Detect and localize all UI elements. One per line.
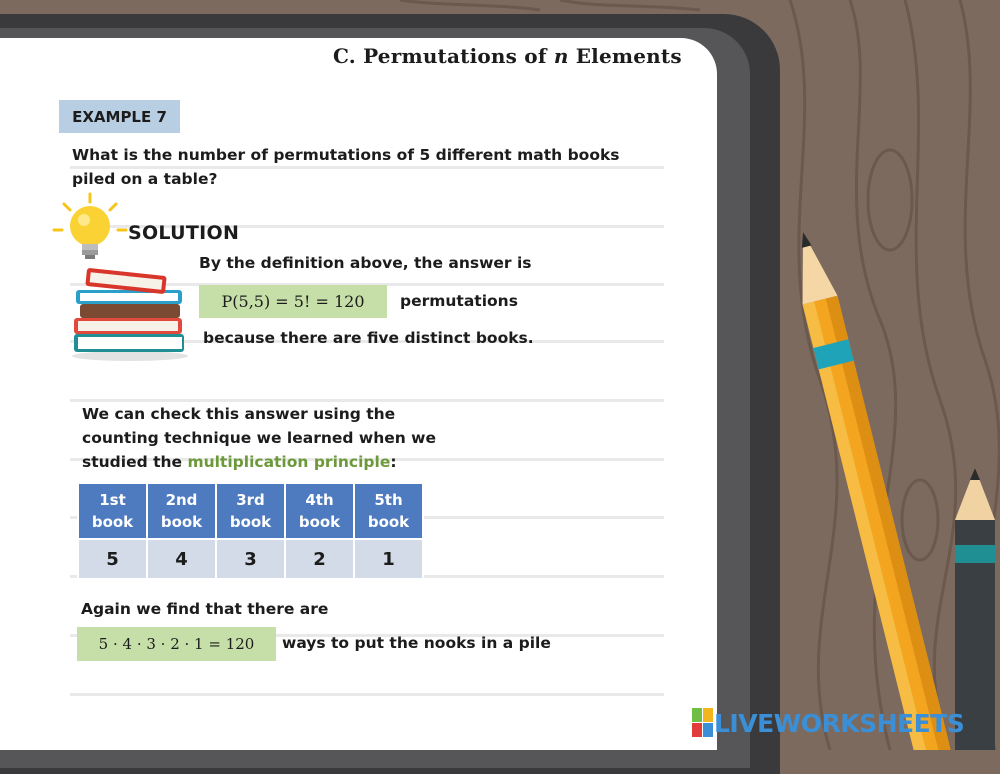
books-stack-icon <box>68 266 192 362</box>
table-header-cell: 3rd book <box>216 483 285 539</box>
check-line-3-prefix: studied the <box>82 453 188 471</box>
solution-formula-box: P(5,5) = 5! = 120 <box>199 285 387 318</box>
table-header-cell: 1st book <box>78 483 147 539</box>
table-cell: 2 <box>285 539 354 579</box>
solution-line-1: By the definition above, the answer is <box>199 254 532 272</box>
table-cell: 5 <box>78 539 147 579</box>
check-line-3 <box>82 450 397 474</box>
table-row <box>78 539 423 579</box>
lightbulb-icon <box>52 192 128 268</box>
table-header-cell: 5th book <box>354 483 423 539</box>
check-line-3-suffix: : <box>390 453 397 471</box>
question-line-1: What is the number of permutations of 5 different math books <box>72 146 620 164</box>
table-header-cell: 2nd book <box>147 483 216 539</box>
table-header-row <box>78 483 423 539</box>
notebook-line <box>70 693 664 696</box>
title-suffix: Elements <box>568 44 682 68</box>
book-positions-table <box>77 482 424 580</box>
liveworksheets-logo-text: LIVEWORKSHEETS <box>714 708 965 738</box>
conclusion-line-1: Again we find that there are <box>81 600 329 618</box>
solution-formula-suffix: permutations <box>400 292 518 310</box>
table-cell: 3 <box>216 539 285 579</box>
liveworksheets-logo-icon <box>692 708 714 738</box>
check-line-2: counting technique we learned when we <box>82 429 437 447</box>
check-line-1: We can check this answer using the <box>82 405 396 423</box>
multiplication-principle-link: multiplication principle <box>187 453 391 471</box>
table-cell: 4 <box>147 539 216 579</box>
question-line-2: piled on a table? <box>72 170 218 188</box>
table-cell: 1 <box>354 539 423 579</box>
solution-line-3: because there are five distinct books. <box>203 329 534 347</box>
conclusion-suffix: ways to put the nooks in a pile <box>282 634 551 652</box>
title-prefix: C. Permutations of <box>333 44 554 68</box>
title-variable: n <box>553 44 569 68</box>
example-badge: EXAMPLE 7 <box>59 100 180 133</box>
conclusion-formula-box: 5 · 4 · 3 · 2 · 1 = 120 <box>77 627 276 661</box>
table-header-cell: 4th book <box>285 483 354 539</box>
liveworksheets-logo <box>692 708 964 738</box>
page-title <box>333 44 682 68</box>
solution-label: SOLUTION <box>128 222 240 244</box>
